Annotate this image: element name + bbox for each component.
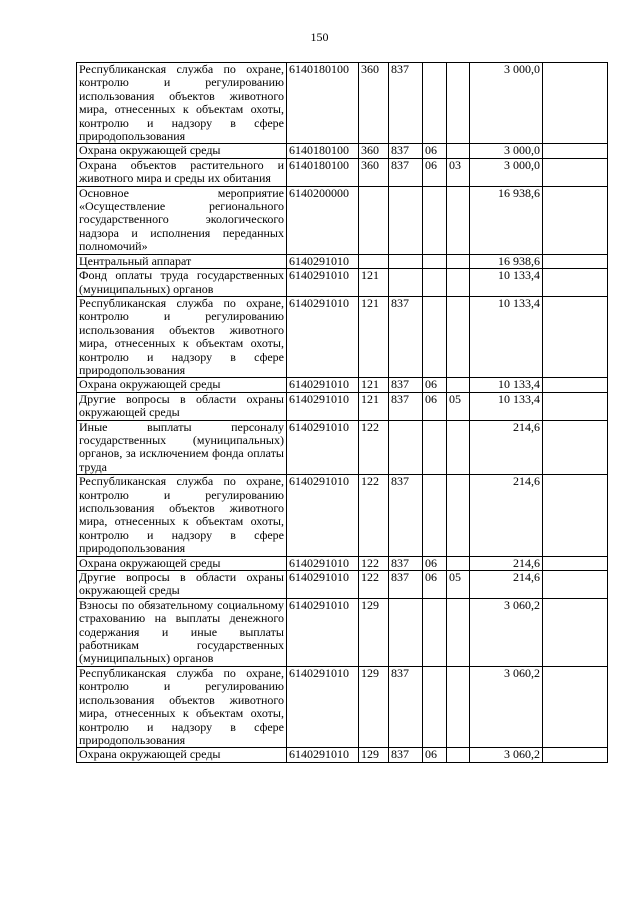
amount-cell: 3 000,0 xyxy=(470,63,543,144)
row-name-cell: Охрана окружающей среды xyxy=(77,556,287,570)
table-body xyxy=(77,63,608,763)
subsection-cell xyxy=(447,748,470,762)
row-name-cell: Республиканская служба по охране, контролю и регулированию использования объектов животного мира, отнесенных к объектам охоты, контролю и надзору в сфере природопользования xyxy=(77,296,287,377)
expense-type-cell: 360 xyxy=(359,63,389,144)
target-article-cell: 6140291010 xyxy=(287,420,359,475)
target-article-cell: 6140291010 xyxy=(287,598,359,666)
subsection-cell xyxy=(447,144,470,158)
section-cell xyxy=(423,269,447,297)
extra-cell xyxy=(543,571,608,599)
budget-table xyxy=(76,62,608,763)
expense-type-cell: 121 xyxy=(359,392,389,420)
table-row xyxy=(77,392,608,420)
amount-cell: 214,6 xyxy=(470,420,543,475)
amount-cell: 3 000,0 xyxy=(470,158,543,186)
row-name-cell: Охрана объектов растительного и животного мира и среды их обитания xyxy=(77,158,287,186)
expense-type-cell: 122 xyxy=(359,475,389,556)
admin-code-cell: 837 xyxy=(389,475,423,556)
subsection-cell xyxy=(447,598,470,666)
table-row xyxy=(77,666,608,747)
table-row xyxy=(77,158,608,186)
subsection-cell xyxy=(447,296,470,377)
expense-type-cell: 121 xyxy=(359,296,389,377)
admin-code-cell xyxy=(389,269,423,297)
section-cell xyxy=(423,666,447,747)
amount-cell: 10 133,4 xyxy=(470,392,543,420)
extra-cell xyxy=(543,378,608,392)
admin-code-cell: 837 xyxy=(389,158,423,186)
expense-type-cell: 129 xyxy=(359,598,389,666)
target-article-cell: 6140180100 xyxy=(287,144,359,158)
extra-cell xyxy=(543,475,608,556)
section-cell: 06 xyxy=(423,144,447,158)
subsection-cell xyxy=(447,666,470,747)
admin-code-cell: 837 xyxy=(389,571,423,599)
extra-cell xyxy=(543,158,608,186)
extra-cell xyxy=(543,556,608,570)
section-cell: 06 xyxy=(423,748,447,762)
row-name-cell: Центральный аппарат xyxy=(77,254,287,268)
extra-cell xyxy=(543,144,608,158)
section-cell: 06 xyxy=(423,392,447,420)
row-name-cell: Иные выплаты персоналу государственных (муниципальных) органов, за исключением фонда оплаты труда xyxy=(77,420,287,475)
section-cell xyxy=(423,254,447,268)
amount-cell: 214,6 xyxy=(470,475,543,556)
subsection-cell xyxy=(447,63,470,144)
amount-cell: 16 938,6 xyxy=(470,254,543,268)
amount-cell: 10 133,4 xyxy=(470,296,543,377)
expense-type-cell: 121 xyxy=(359,378,389,392)
subsection-cell xyxy=(447,186,470,254)
table-row xyxy=(77,748,608,762)
row-name-cell: Охрана окружающей среды xyxy=(77,378,287,392)
subsection-cell xyxy=(447,420,470,475)
extra-cell xyxy=(543,420,608,475)
expense-type-cell xyxy=(359,186,389,254)
row-name-cell: Охрана окружающей среды xyxy=(77,144,287,158)
extra-cell xyxy=(543,392,608,420)
row-name-cell: Основное мероприятие «Осуществление регионального государственного экологического надзора и исполнения переданных полномочий» xyxy=(77,186,287,254)
target-article-cell: 6140291010 xyxy=(287,556,359,570)
section-cell: 06 xyxy=(423,378,447,392)
table-row xyxy=(77,144,608,158)
expense-type-cell: 122 xyxy=(359,420,389,475)
table-row xyxy=(77,296,608,377)
extra-cell xyxy=(543,186,608,254)
amount-cell: 10 133,4 xyxy=(470,269,543,297)
admin-code-cell xyxy=(389,186,423,254)
subsection-cell xyxy=(447,378,470,392)
amount-cell: 3 060,2 xyxy=(470,748,543,762)
extra-cell xyxy=(543,269,608,297)
row-name-cell: Другие вопросы в области охраны окружающей среды xyxy=(77,571,287,599)
admin-code-cell: 837 xyxy=(389,296,423,377)
table-row xyxy=(77,556,608,570)
admin-code-cell: 837 xyxy=(389,144,423,158)
table-row xyxy=(77,269,608,297)
target-article-cell: 6140291010 xyxy=(287,378,359,392)
target-article-cell: 6140291010 xyxy=(287,571,359,599)
section-cell xyxy=(423,63,447,144)
admin-code-cell: 837 xyxy=(389,392,423,420)
admin-code-cell xyxy=(389,598,423,666)
section-cell xyxy=(423,598,447,666)
section-cell xyxy=(423,420,447,475)
page-number: 150 xyxy=(310,30,329,44)
row-name-cell: Республиканская служба по охране, контролю и регулированию использования объектов животного мира, отнесенных к объектам охоты, контролю и надзору в сфере природопользования xyxy=(77,63,287,144)
expense-type-cell: 122 xyxy=(359,571,389,599)
subsection-cell: 03 xyxy=(447,158,470,186)
table-row xyxy=(77,254,608,268)
subsection-cell xyxy=(447,475,470,556)
section-cell xyxy=(423,296,447,377)
subsection-cell: 05 xyxy=(447,571,470,599)
target-article-cell: 6140200000 xyxy=(287,186,359,254)
amount-cell: 214,6 xyxy=(470,571,543,599)
target-article-cell: 6140291010 xyxy=(287,296,359,377)
row-name-cell: Республиканская служба по охране, контролю и регулированию использования объектов животного мира, отнесенных к объектам охоты, контролю и надзору в сфере природопользования xyxy=(77,666,287,747)
extra-cell xyxy=(543,254,608,268)
expense-type-cell: 122 xyxy=(359,556,389,570)
expense-type-cell: 360 xyxy=(359,144,389,158)
row-name-cell: Республиканская служба по охране, контролю и регулированию использования объектов животного мира, отнесенных к объектам охоты, контролю и надзору в сфере природопользования xyxy=(77,475,287,556)
admin-code-cell: 837 xyxy=(389,748,423,762)
table-row xyxy=(77,186,608,254)
target-article-cell: 6140291010 xyxy=(287,475,359,556)
subsection-cell xyxy=(447,269,470,297)
expense-type-cell: 360 xyxy=(359,158,389,186)
admin-code-cell xyxy=(389,254,423,268)
row-name-cell: Фонд оплаты труда государственных (муниципальных) органов xyxy=(77,269,287,297)
expense-type-cell: 129 xyxy=(359,748,389,762)
extra-cell xyxy=(543,666,608,747)
row-name-cell: Другие вопросы в области охраны окружающей среды xyxy=(77,392,287,420)
expense-type-cell: 129 xyxy=(359,666,389,747)
target-article-cell: 6140291010 xyxy=(287,269,359,297)
target-article-cell: 6140180100 xyxy=(287,158,359,186)
target-article-cell: 6140291010 xyxy=(287,748,359,762)
extra-cell xyxy=(543,296,608,377)
table-row xyxy=(77,475,608,556)
admin-code-cell: 837 xyxy=(389,666,423,747)
target-article-cell: 6140291010 xyxy=(287,254,359,268)
expense-type-cell xyxy=(359,254,389,268)
table-row xyxy=(77,63,608,144)
subsection-cell xyxy=(447,556,470,570)
section-cell: 06 xyxy=(423,158,447,186)
admin-code-cell: 837 xyxy=(389,63,423,144)
amount-cell: 3 000,0 xyxy=(470,144,543,158)
admin-code-cell: 837 xyxy=(389,378,423,392)
amount-cell: 3 060,2 xyxy=(470,666,543,747)
amount-cell: 214,6 xyxy=(470,556,543,570)
table-row xyxy=(77,598,608,666)
row-name-cell: Охрана окружающей среды xyxy=(77,748,287,762)
admin-code-cell xyxy=(389,420,423,475)
table-row xyxy=(77,420,608,475)
section-cell: 06 xyxy=(423,556,447,570)
table-row xyxy=(77,378,608,392)
target-article-cell: 6140180100 xyxy=(287,63,359,144)
target-article-cell: 6140291010 xyxy=(287,666,359,747)
amount-cell: 16 938,6 xyxy=(470,186,543,254)
admin-code-cell: 837 xyxy=(389,556,423,570)
target-article-cell: 6140291010 xyxy=(287,392,359,420)
row-name-cell: Взносы по обязательному социальному страхованию на выплаты денежного содержания и иные выплаты работникам государственных (муниципальных) органов xyxy=(77,598,287,666)
section-cell xyxy=(423,475,447,556)
section-cell: 06 xyxy=(423,571,447,599)
amount-cell: 10 133,4 xyxy=(470,378,543,392)
section-cell xyxy=(423,186,447,254)
extra-cell xyxy=(543,748,608,762)
expense-type-cell: 121 xyxy=(359,269,389,297)
extra-cell xyxy=(543,63,608,144)
table-row xyxy=(77,571,608,599)
amount-cell: 3 060,2 xyxy=(470,598,543,666)
subsection-cell: 05 xyxy=(447,392,470,420)
extra-cell xyxy=(543,598,608,666)
subsection-cell xyxy=(447,254,470,268)
